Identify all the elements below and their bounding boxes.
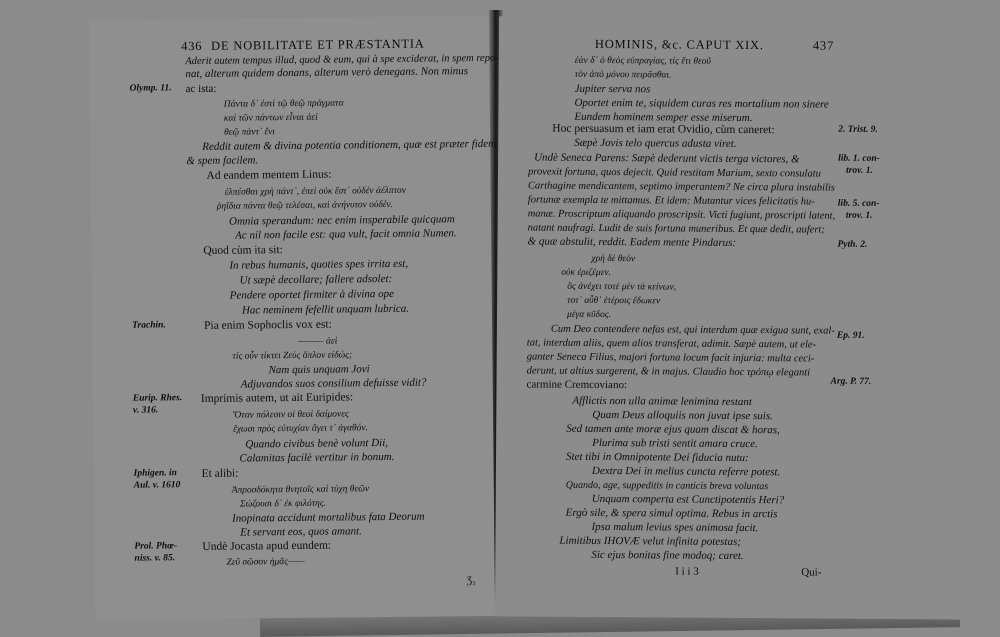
greek-line: τὸν ἀπὸ μόνου πειρᾶσθαι. <box>574 69 672 81</box>
text-line: Sed tamen ante moræ ejus quam discat & horas, <box>566 422 780 437</box>
margin-note: trov. 1. <box>845 210 873 221</box>
greek-line: τίς οὖν τίκτει Ζεὺς ὅπλον εἰδώς; <box>232 350 353 362</box>
text-line: Afflictis non ulla animæ lenimina restant <box>572 394 753 409</box>
margin-note: Arg. P. 77. <box>830 376 872 387</box>
text-line: In rebus humanis, quoties spes irrita est, <box>229 257 409 272</box>
catchword: Qui- <box>801 566 822 579</box>
text-line: Imprimis autem, ut ait Euripides: <box>200 391 354 405</box>
text-line: Hac neminem fefellit unquam lubrica. <box>241 302 410 317</box>
margin-note: niss. v. 85. <box>134 553 176 564</box>
text-line: ac ista: <box>185 82 217 96</box>
text-line: Adjuvandos suos consilium defuisse vidit? <box>240 376 427 391</box>
text-line: derunt, ut altius surgerent, & in majus. Claudio hoc τρόπῳ eleganti <box>526 365 811 379</box>
greek-line: Σώζουσι δ᾽ ἐκ φιλότης. <box>239 498 327 510</box>
margin-note: Eurip. Rhes. <box>132 393 183 404</box>
text-line: Stet tibi in Omnipotente Dei fiducia nutu: <box>565 450 749 465</box>
margin-note: Iphigen. in <box>133 468 177 479</box>
text-line: ganter Seneca Filius, majori fortuna locum facit injuria: multa ceci- <box>526 351 815 365</box>
text-line: Reddit autem & divina potentia conditionem, quæ est præter fidem <box>202 137 497 153</box>
text-line: Undè Jocasta apud eundem: <box>202 539 332 553</box>
text-line: & spem facilem. <box>186 154 259 168</box>
text-line: Quando civibus benè volunt Dii, <box>245 437 389 451</box>
text-line: Sæpè Jovis telo quercus adusta viret. <box>574 136 737 150</box>
greek-line: Πάντα δ᾽ ἐστὶ τῷ θεῷ πράγματα <box>223 98 344 110</box>
text-line: Unquam comperta est Cunctipotentis Heri? <box>591 492 785 507</box>
text-line: Sic ejus bonitas fine modoq; caret. <box>591 548 744 563</box>
greek-line: ἐλπέσθαι χρὴ πάντ᾽, ἐπεὶ οὐκ ἔστ᾽ οὐδὲν ἀέλπτον <box>224 185 407 198</box>
right-running-head: HOMINIS, &c. CAPUT XIX. <box>594 36 764 53</box>
right-page-number: 437 <box>812 38 835 53</box>
margin-note: v. 316. <box>132 405 159 416</box>
greek-line: Ζεῦ σῶσον ἡμᾶς—— <box>226 556 306 568</box>
text-line: Carthagine mendicantem, septimo imperantem? Ne circa plura instabilis <box>527 180 835 194</box>
greek-line: μέγα κῦδος. <box>566 309 611 321</box>
text-line: Aderit autem tempus illud, quod & eum, qui à spe exciderat, in spem repo- <box>185 52 499 68</box>
left-page-number: 436 <box>181 38 203 54</box>
right-page <box>495 16 991 619</box>
greek-line: ἐὰν δ᾽ ὁ θεὸς εὐπραγίας, τίς ἔτι θεοῦ <box>574 55 711 67</box>
text-line: tat, interdum aliis, quem alios transferat, adimit. Sæpè autem, ut ele- <box>526 337 817 351</box>
text-line: manæ. Proscriptum aliquando proscripsit. Victi fugiunt, proscripti latent, <box>527 208 836 222</box>
text-line: Quam Deus alloquiis non juvat ipse suis. <box>592 408 773 423</box>
greek-line: χρὴ δὲ θεὸν <box>591 253 636 265</box>
signature-mark: I i i 3 <box>675 565 699 578</box>
greek-line: ῥηΐδια πάντα θεῷ τελέσαι, καὶ ἀνήνυτον οὐδέν. <box>216 199 394 212</box>
text-line: nat, alterum quidem donans, alterum verò denegans. Non minus <box>185 65 469 81</box>
margin-note: lib. 5. con- <box>837 198 880 209</box>
text-line: & quæ abstulit, reddit. Eadem mente Pindarus: <box>527 235 737 249</box>
greek-line: οὐκ ἐριζέμεν. <box>561 267 612 279</box>
margin-note: Aul. v. 1610 <box>133 480 181 491</box>
text-line: fortunæ exempla te mittamus. Et idem: Mutantur vices felicitatis hu- <box>527 194 815 208</box>
margin-note: Olymp. 11. <box>129 83 172 94</box>
greek-line: Ὅταν πόλεσιν οἱ θεοὶ δαίμονες <box>232 409 349 421</box>
margin-note: 2. Trist. 9. <box>838 124 878 135</box>
text-line: Ad eandem mentem Linus: <box>206 168 332 182</box>
text-line: Quod cùm ita sit: <box>203 244 283 257</box>
greek-line: καὶ τῶν πάντων εἶναι ἀεί <box>223 112 318 124</box>
margin-note: trov. 1. <box>845 165 873 176</box>
text-line: Nam quis unquam Jovi <box>268 363 370 377</box>
text-line: Ac nil non facile est: qua vult, facit omnia Numen. <box>235 227 457 242</box>
text-line: Jupiter serva nos <box>574 82 651 96</box>
greek-line: ——— ἀεὶ <box>298 336 338 347</box>
text-line: Dextra Dei in melius cuncta referre potest. <box>591 464 781 479</box>
text-line: Calamitas facilè vertitur in bonum. <box>239 450 395 465</box>
text-line: Et servant eos, quos amant. <box>240 525 362 539</box>
text-line: Oportet enim te, siquidem curas res mortalium non sinere <box>574 96 829 111</box>
text-line: Cum Deo contendere nefas est, qui interdum quæ exigua sunt, exal- <box>550 323 835 337</box>
text-line: Pia enim Sophoclis vox est: <box>204 318 332 332</box>
left-running-head: DE NOBILITATE ET PRÆSTANTIA <box>211 36 425 53</box>
text-line: Ergò sile, & spera simul optima. Rebus in arctis <box>565 506 778 521</box>
signature-mark: Ʒ₃ <box>466 575 476 587</box>
margin-note: Prol. Phœ- <box>134 541 178 552</box>
text-line: Omnia sperandum: nec enim insperabile quicquam <box>228 213 455 228</box>
margin-note: Pyth. 2. <box>837 239 868 250</box>
text-line: carmine Cremcoviano: <box>526 378 628 392</box>
text-line: natant naufragi. Ludit de suis fortuna muneribus. Et quæ dedit, aufert; <box>527 222 825 236</box>
greek-line: θεῷ πάντ᾽ ἔνι <box>224 127 276 138</box>
greek-line: Ἀπροσδόκητα θνητοῖς καὶ τύχη θεῶν <box>231 484 370 496</box>
text-line: Eundem hominem semper esse miserum. <box>574 110 753 125</box>
text-line: Et alibi: <box>201 467 239 480</box>
text-line: Limitibus IHOVÆ velut infinita potestas; <box>559 534 741 548</box>
text-line: Quando, age, suppeditis in canticis breva voluntas <box>565 479 769 493</box>
left-page <box>89 16 499 620</box>
greek-line: ἔχωσι πρὸς εὐτυχίαν ἄγει τ᾽ ἀγαθόν. <box>233 423 369 435</box>
text-line: Ipsa malum levius spes animosa facit. <box>591 520 759 535</box>
text-line: Ut sæpè decollare; fallere adsolet: <box>239 272 393 287</box>
text-line: Hoc persuasum et iam erat Ovidio, cùm caneret: <box>552 122 775 137</box>
text-line: Plurima sub tristi sentit amara cruce. <box>592 436 758 451</box>
text-line: Undè Seneca Parens: Sæpè dederunt victis terga victores, & <box>534 151 800 166</box>
greek-line: τοτ᾽ αὖθ᾽ ἑτέροις ἔδωκεν <box>567 295 661 307</box>
margin-note: Ep. 91. <box>836 330 865 341</box>
text-line: Inopinata accidunt mortalibus fata Deorum <box>232 510 425 525</box>
margin-note: Trachin. <box>132 320 166 331</box>
margin-note: lib. 1. con- <box>838 153 880 164</box>
greek-line: ὃς ἀνέχει τοτὲ μὲν τὰ κείνων, <box>567 281 677 293</box>
text-line: provexit fortuna, quos dejecit. Quid restitam Marium, sexto consulatu <box>527 166 821 180</box>
text-line: Pendere oportet firmiter à divina ope <box>229 287 395 302</box>
